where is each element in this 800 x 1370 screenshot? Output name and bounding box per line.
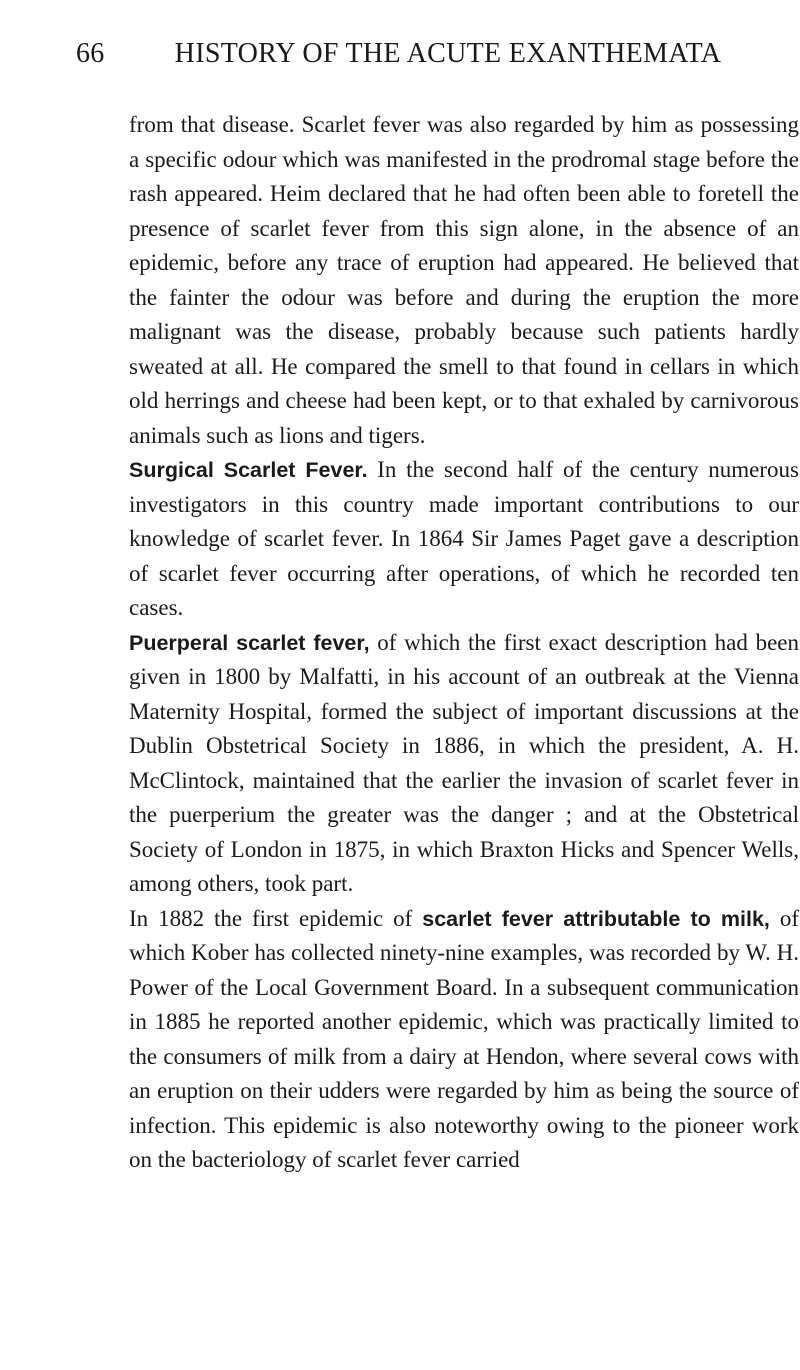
paragraph-puerperal-scarlet-fever bbox=[129, 626, 799, 902]
paragraph-text: of which the first exact description had been given in 1800 by Malfatti, in his account of an outbreak at the Vienna Maternity Hospital, formed the subject of important discussions at the Dublin Obstetrical Society in 1886, in which the president, A. H. McClintock, maintained that the earlier the invasion of scarlet fever in the puerperium the greater was the danger ; and at the Obstetrical Society of London in 1875, in which Braxton Hicks and Spencer Wells, among others, took part. bbox=[129, 629, 799, 896]
paragraph-surgical-scarlet-fever bbox=[129, 453, 799, 626]
section-heading-milk: scarlet fever attributable to milk, bbox=[422, 906, 770, 931]
section-heading-puerperal: Puerperal scarlet fever, bbox=[129, 630, 370, 655]
paragraph-milk-epidemic bbox=[129, 902, 799, 1178]
paragraph-text: of which Kober has collected ninety-nine examples, was recorded by W. H. Power of the Local Government Board. In a subsequent communication in 1885 he reported another epidemic, which was practically limited to the consumers of milk from a dairy at Hendon, where several cows with an eruption on their udders were regarded by him as being the source of infection. This epidemic is also noteworthy owing to the pioneer work on the bacteriology of scarlet fever carried bbox=[129, 905, 799, 1172]
page-number: 66 bbox=[76, 38, 105, 69]
section-heading-surgical: Surgical Scarlet Fever. bbox=[129, 458, 368, 482]
paragraph-odour bbox=[129, 108, 799, 453]
running-title: HISTORY OF THE ACUTE EXANTHEMATA bbox=[174, 38, 722, 69]
running-head bbox=[40, 38, 760, 82]
paragraph-text: In 1882 the first epidemic of bbox=[129, 905, 423, 931]
paragraph-text: from that disease. Scarlet fever was also regarded by him as possessing a specific odour which was manifested in the prodromal stage before the rash appeared. Heim declared that he had often been able to foretell the presence of scarlet fever from this sign alone, in the absence of an epidemic, before any trace of eruption had appeared. He believed that the fainter the odour was before and during the eruption the more malignant was the disease, probably because such patients hardly sweated at all. He compared the smell to that found in cellars in which old herrings and cheese had been kept, or to that exhaled by carnivorous animals such as lions and tigers. bbox=[129, 112, 799, 448]
body-text bbox=[129, 108, 799, 1178]
paragraph-text: In the second half of the century numerous investigators in this country made important contributions to our knowledge of scarlet fever. In 1864 Sir James Paget gave a description of scarlet fever occurring after operations, of which he recorded ten cases. bbox=[129, 457, 799, 620]
